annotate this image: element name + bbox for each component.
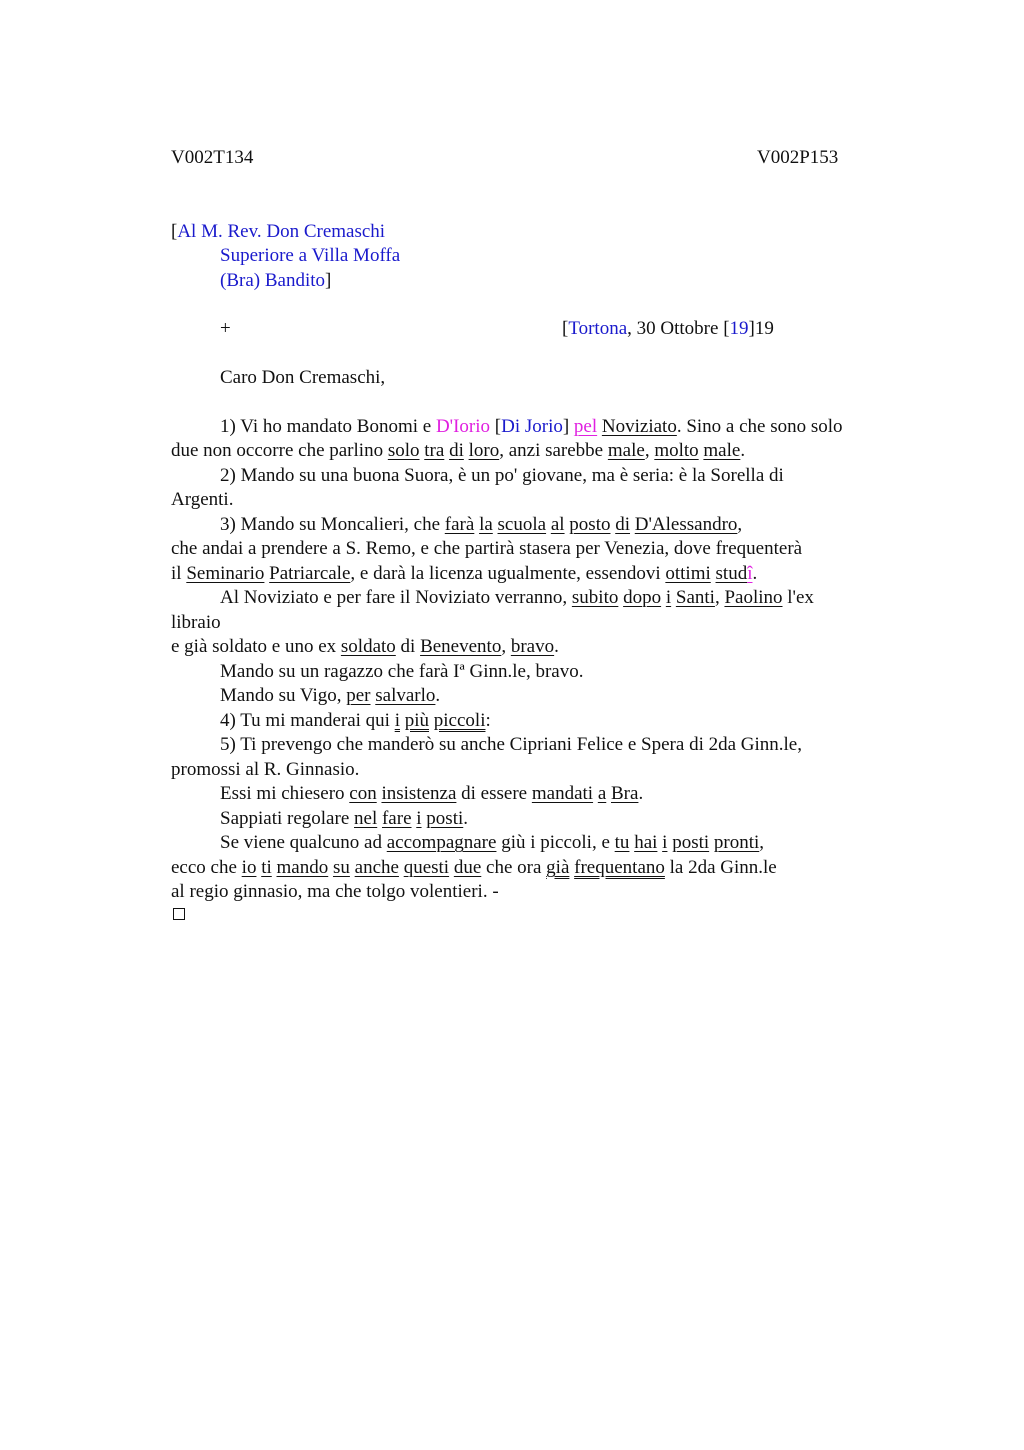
paragraph-7: 4) Tu mi manderai qui i più piccoli: (220, 710, 491, 731)
paragraph-8-line-1: 5) Ti prevengo che manderò su anche Cipriani Felice e Spera di 2da Ginn.le, (220, 734, 802, 755)
paragraph-5: Mando su un ragazzo che farà Iª Ginn.le, bravo. (220, 661, 584, 682)
paragraph-11-line-1: Se viene qualcuno ad accompagnare giù i piccoli, e tu hai i posti pronti, (220, 832, 765, 853)
paragraph-1-line-1: 1) Vi ho mandato Bonomi e D'Iorio [Di Jorio] pel Noviziato. Sino a che sono solo (220, 416, 843, 437)
paragraph-3-line-2: che andai a prendere a S. Remo, e che partirà stasera per Venezia, dove frequenterà (171, 538, 803, 559)
paragraph-11-line-3: al regio ginnasio, ma che tolgo volentieri. - (171, 881, 499, 902)
paragraph-2-line-2: Argenti. (171, 489, 234, 510)
paragraph-6: Mando su Vigo, per salvarlo. (220, 685, 441, 706)
end-marker-square (173, 908, 185, 920)
paragraph-2-line-1: 2) Mando su una buona Suora, è un po' giovane, ma è seria: è la Sorella di (220, 465, 784, 486)
dateline: [Tortona, 30 Ottobre [19]19 (562, 318, 774, 339)
address-line-1: [Al M. Rev. Don Cremaschi (171, 221, 386, 242)
paragraph-10: Sappiati regolare nel fare i posti. (220, 808, 468, 829)
address-line-3: (Bra) Bandito] (220, 270, 332, 291)
archive-code-right: V002P153 (757, 147, 839, 168)
paragraph-4-line-1: Al Noviziato e per fare il Noviziato verranno, subito dopo i Santi, Paolino l'ex (220, 587, 814, 608)
paragraph-11-line-2: ecco che io ti mando su anche questi due che ora già frequentano la 2da Ginn.le (171, 857, 777, 878)
paragraph-4-line-2: libraio (171, 612, 221, 633)
cross-mark: + (220, 318, 231, 339)
paragraph-1-line-2: due non occorre che parlino solo tra di loro, anzi sarebbe male, molto male. (171, 440, 746, 461)
archive-code-left: V002T134 (171, 147, 254, 168)
paragraph-3-line-3: il Seminario Patriarcale, e darà la licenza ugualmente, essendovi ottimi studî. (171, 563, 758, 584)
paragraph-9: Essi mi chiesero con insistenza di essere mandati a Bra. (220, 783, 644, 804)
paragraph-4-line-3: e già soldato e uno ex soldato di Benevento, bravo. (171, 636, 559, 657)
paragraph-3-line-1: 3) Mando su Moncalieri, che farà la scuola al posto di D'Alessandro, (220, 514, 743, 535)
paragraph-8-line-2: promossi al R. Ginnasio. (171, 759, 360, 780)
salutation: Caro Don Cremaschi, (220, 367, 386, 388)
address-line-2: Superiore a Villa Moffa (220, 245, 401, 266)
